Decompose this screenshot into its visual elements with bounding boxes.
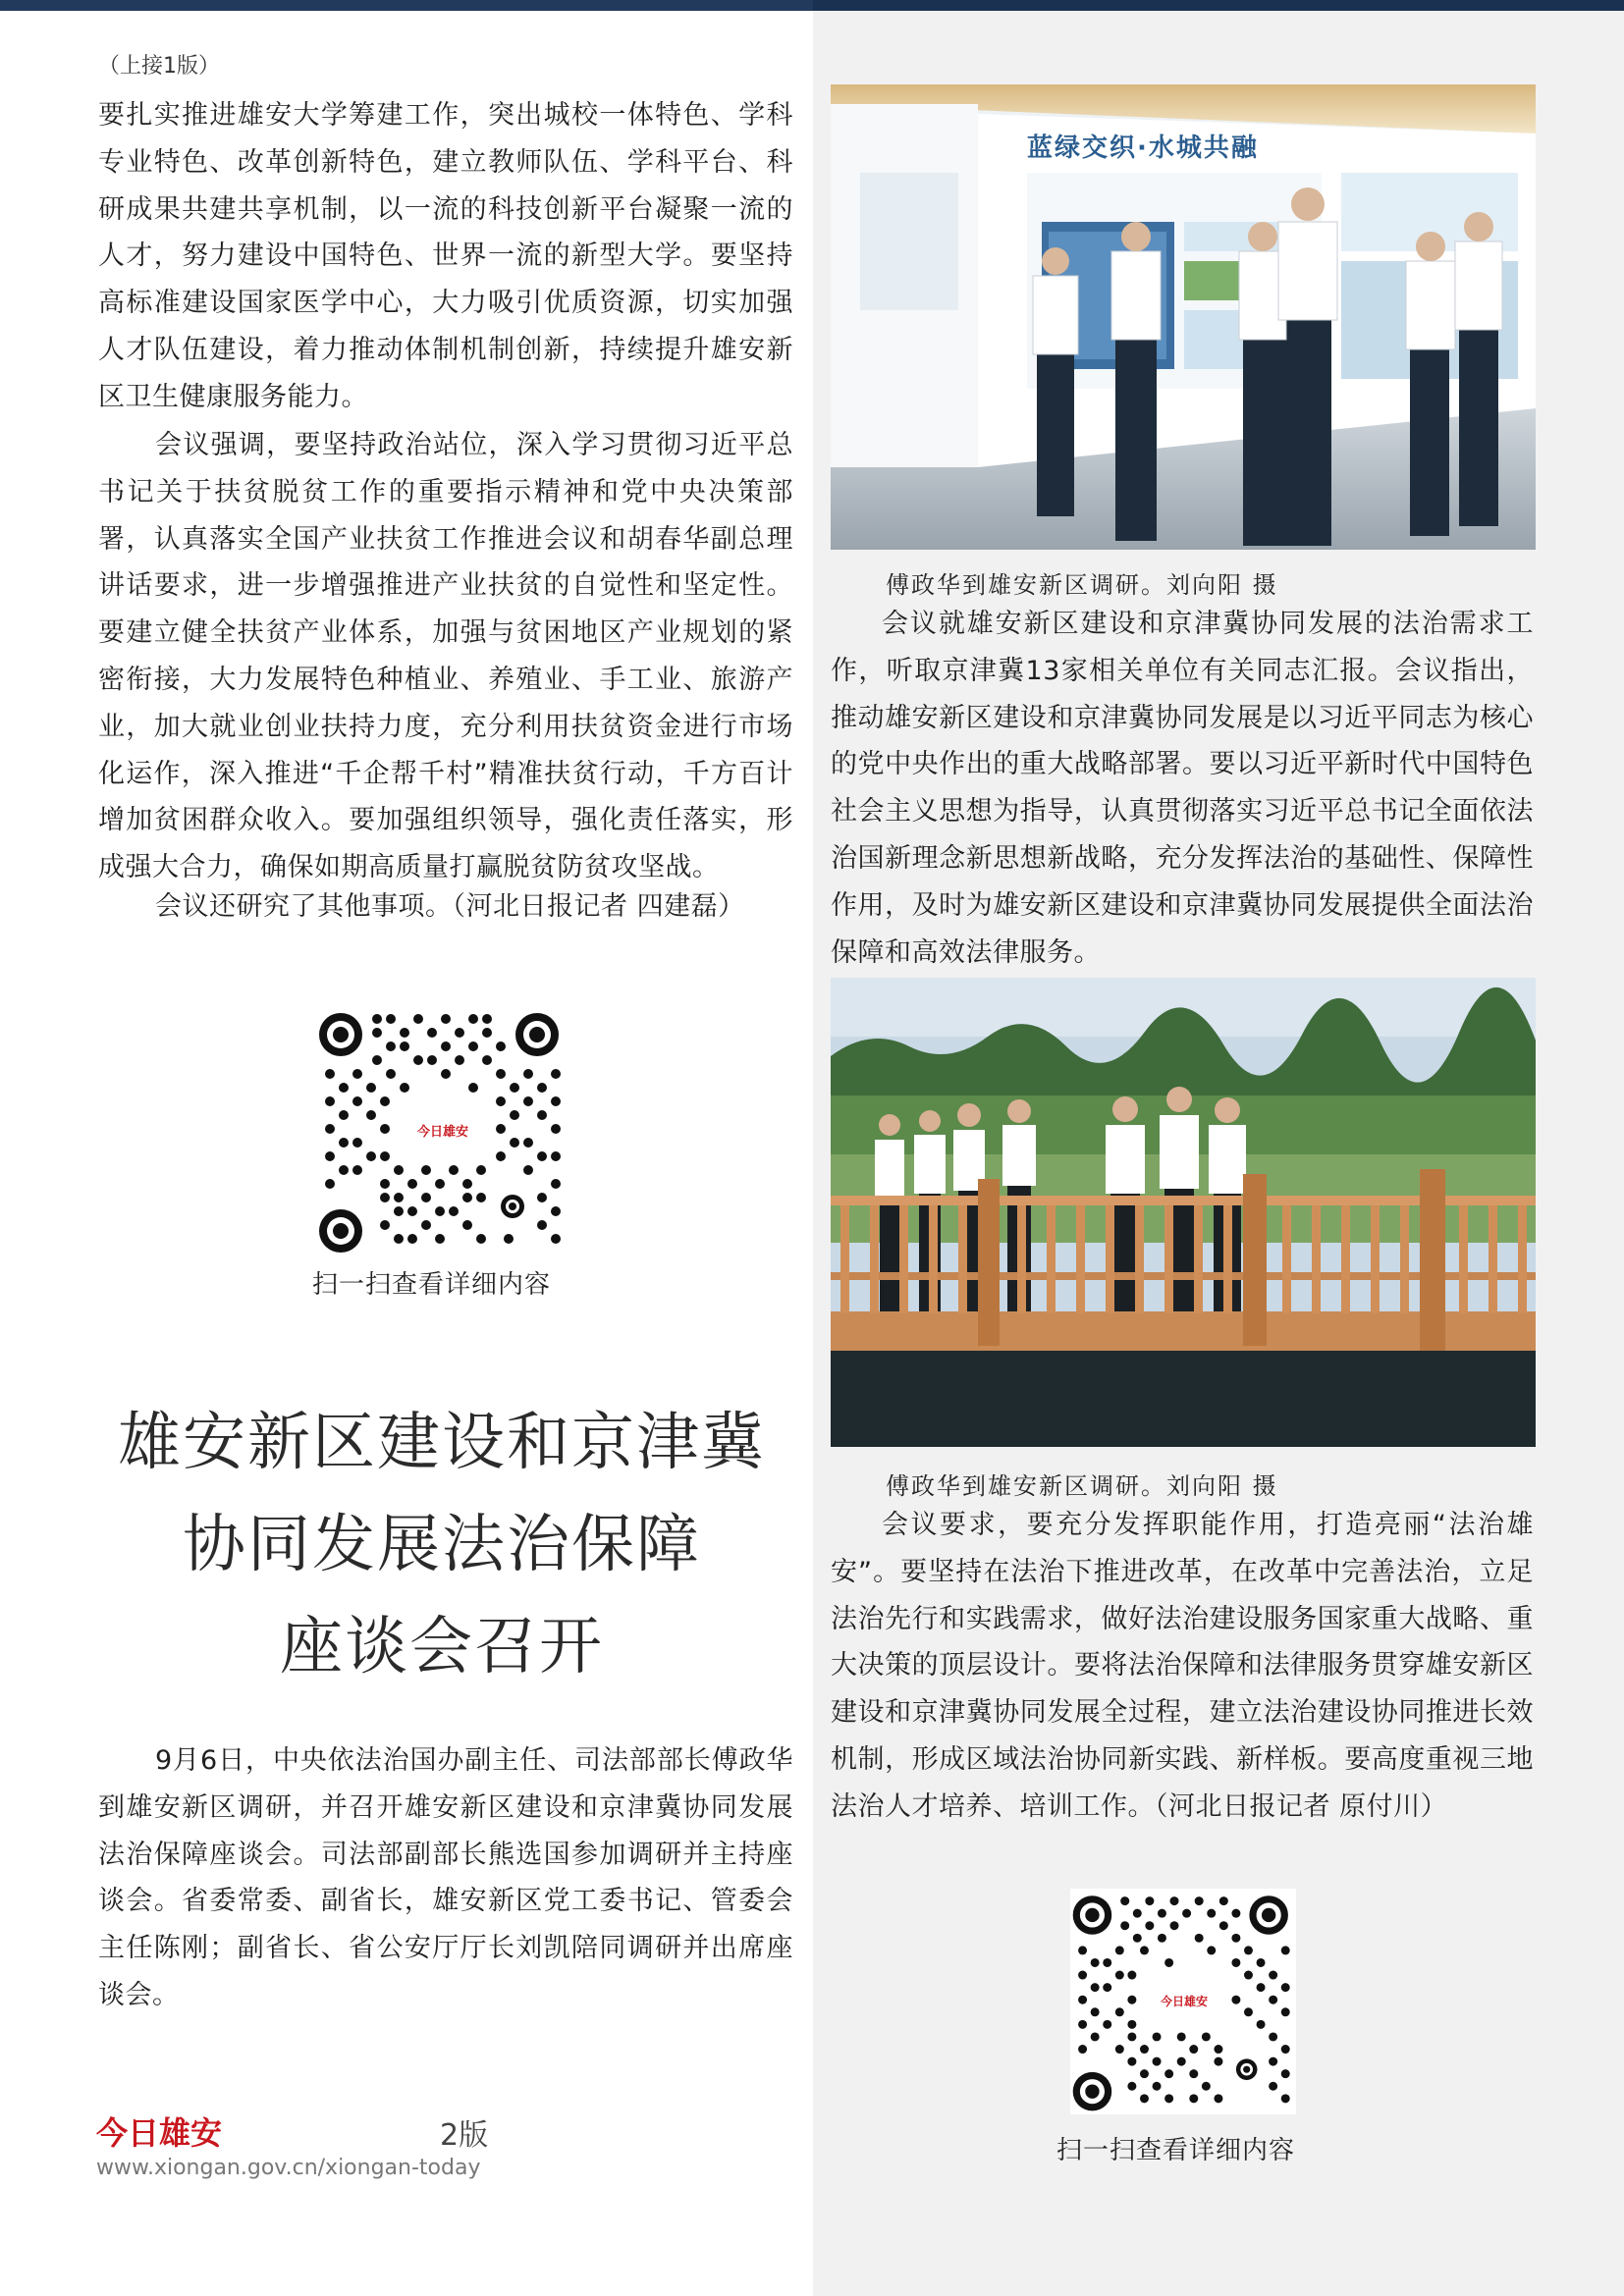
photo-2-caption: 傅政华到雄安新区调研。刘向阳 摄 <box>886 1472 1278 1500</box>
footer-logo: 今日雄安 <box>96 2114 223 2152</box>
headline-line-1: 雄安新区建设和京津冀 <box>118 1407 766 1479</box>
article1-paragraph-3: 会议还研究了其他事项。（河北日报记者 四建磊） <box>155 891 745 922</box>
qr-code-1[interactable] <box>316 1005 568 1256</box>
article2-intro: 9月6日，中央依法治国办副主任、司法部部长傅政华到雄安新区调研，并召开雄安新区建设和京津冀协同发展法治保障座谈会。司法部副部长熊选国参加调研并主持座谈会。省委常委、副省长，雄安新区党工委书记、管委会主任陈刚；副省长、省公安厅厅长刘凯陪同调研并出席座谈会。 <box>98 1745 793 2010</box>
qr-code-2[interactable] <box>1070 1889 1296 2114</box>
article1-paragraph-2: 会议强调，要坚持政治站位，深入学习贯彻习近平总书记关于扶贫脱贫工作的重要指示精神和党中央决策部署，认真落实全国产业扶贫工作推进会议和胡春华副总理讲话要求，进一步增强推进产业扶贫的自觉性和坚定性。要建立健全扶贫产业体系，加强与贫困地区产业规划的紧密衔接，大力发展特色种植业、养殖业、手工业、旅游产业，加大就业创业扶持力度，充分利用扶贫资金进行市场化运作，深入推进“千企帮千村”精准扶贫行动，千方百计增加贫困群众收入。要加强组织领导，强化责任落实，形成强大合力，确保如期高质量打赢脱贫防贫攻坚战。 <box>98 430 793 883</box>
photo-1-caption: 傅政华到雄安新区调研。刘向阳 摄 <box>886 571 1278 599</box>
top-bar-accent <box>813 0 1624 11</box>
qr-caption-2: 扫一扫查看详细内容 <box>1056 2136 1296 2165</box>
qr-logo-text: 今日雄安 <box>416 1125 468 1140</box>
page-number: 2版 <box>440 2118 489 2153</box>
article2-paragraph-2: 会议就雄安新区建设和京津冀协同发展的法治需求工作，听取京津冀13家相关单位有关同志汇报。会议指出，推动雄安新区建设和京津冀协同发展是以习近平同志为核心的党中央作出的重大战略部署。要以习近平新时代中国特色社会主义思想为指导，认真贯彻落实习近平总书记全面依法治国新理念新思想新战略，充分发挥法治的基础性、保障性作用，及时为雄安新区建设和京津冀协同发展提供全面法治保障和高效法律服务。 <box>831 609 1534 968</box>
photo-exhibition-hall <box>831 84 1536 550</box>
qr-logo-text: 今日雄安 <box>1160 1995 1208 2008</box>
exhibition-sign-text: 蓝绿交织·水城共融 <box>1027 133 1259 163</box>
footer-url[interactable]: www.xiongan.gov.cn/xiongan-today <box>96 2156 481 2180</box>
boardwalk-photo-image <box>831 978 1536 1447</box>
continuation-note: （上接1版） <box>98 54 220 79</box>
headline-line-3: 座谈会召开 <box>280 1611 604 1683</box>
headline-line-2: 协同发展法治保障 <box>183 1509 701 1581</box>
article2-headline <box>59 1392 825 1698</box>
photo-boardwalk <box>831 978 1536 1447</box>
qr-caption-1: 扫一扫查看详细内容 <box>312 1270 552 1300</box>
article1-paragraph-1: 要扎实推进雄安大学筹建工作，突出城校一体特色、学科专业特色、改革创新特色，建立教师队伍、学科平台、科研成果共建共享机制，以一流的科技创新平台凝聚一流的人才，努力建设中国特色、世界一流的新型大学。要坚持高标准建设国家医学中心，大力吸引优质资源，切实加强人才队伍建设，着力推动体制机制创新，持续提升雄安新区卫生健康服务能力。 <box>98 100 793 412</box>
article2-paragraph-3: 会议要求，要充分发挥职能作用，打造亮丽“法治雄安”。要坚持在法治下推进改革，在改革中完善法治，立足法治先行和实践需求，做好法治建设服务国家重大战略、重大决策的顶层设计。要将法治保障和法律服务贯穿雄安新区建设和京津冀协同发展全过程，建立法治建设协同推进长效机制，形成区域法治协同新实践、新样板。要高度重视三地法治人才培养、培训工作。（河北日报记者 原付川） <box>831 1510 1534 1822</box>
